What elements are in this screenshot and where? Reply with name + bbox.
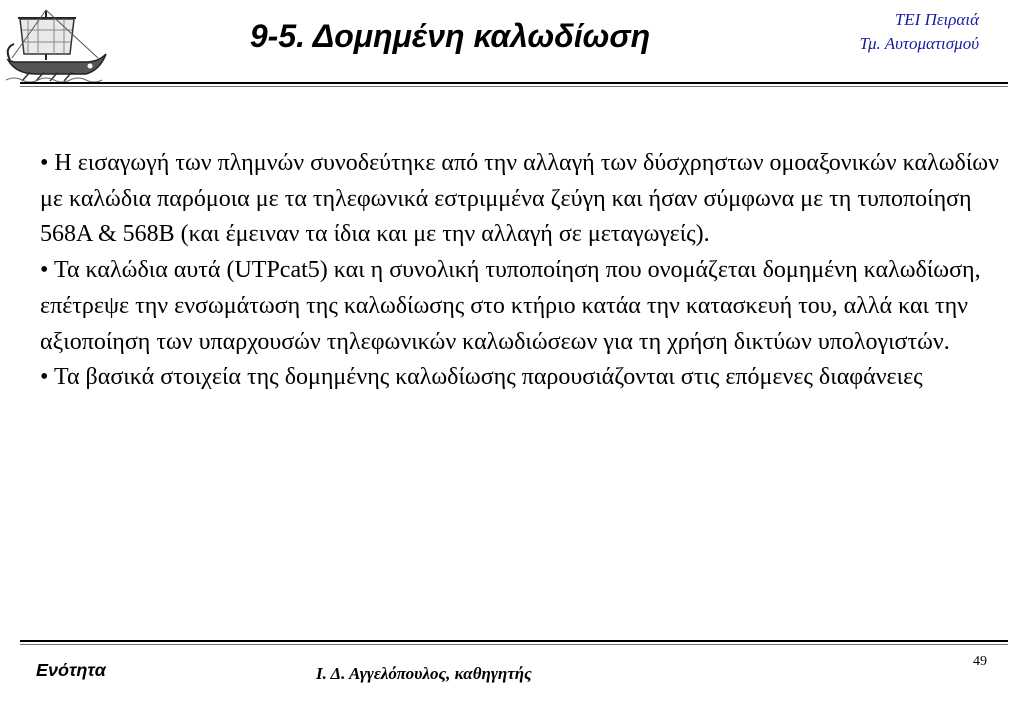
bullet-item: • Τα καλώδια αυτά (UTPcat5) και η συνολική τυποποίηση που ονομάζεται δομημένη καλωδίωση, επέτρεψε την ενσωμάτωση της καλωδίωσης στο κτήριο κατάα την κατασκευή του, αλλά και την αξιοποίηση των υπαρχουσών τηλεφωνικών καλωδιώσεων για τη χρήση δικτύων υπολογιστών.	[40, 257, 981, 355]
author-name: Ι. Δ. Αγγελόπουλος, καθηγητής	[316, 664, 532, 683]
section-label: Ενότητα	[36, 660, 106, 680]
ship-logo-icon	[6, 4, 110, 82]
slide-title: 9-5. Δομημένη καλωδίωση	[249, 18, 651, 54]
institution-block	[860, 8, 980, 56]
institution-name: ΤΕΙ Πειραιά	[894, 10, 979, 29]
footer-divider	[20, 640, 1008, 645]
bullet-item: • Τα βασικά στοιχεία της δομημένης καλωδίωσης παρουσιάζονται στις επόμενες διαφάνειες	[40, 364, 923, 391]
bullet-item: • Η εισαγωγή των πλημνών συνοδεύτηκε από την αλλαγή των δύσχρηστων ομοαξονικών καλωδίων με καλώδια παρόμοια με τα τηλεφωνικά εστριμμένα ζεύγη και ήσαν σύμφωνα με τη τυποποίηση 568Α & 568Β (και έμειναν τα ίδια και με την αλλαγή σε μεταγωγείς).	[40, 150, 999, 248]
header-divider	[20, 82, 1008, 87]
department-name: Τμ. Αυτοματισμού	[859, 34, 979, 53]
page-number: 49	[973, 654, 987, 669]
slide-body	[40, 146, 1000, 396]
